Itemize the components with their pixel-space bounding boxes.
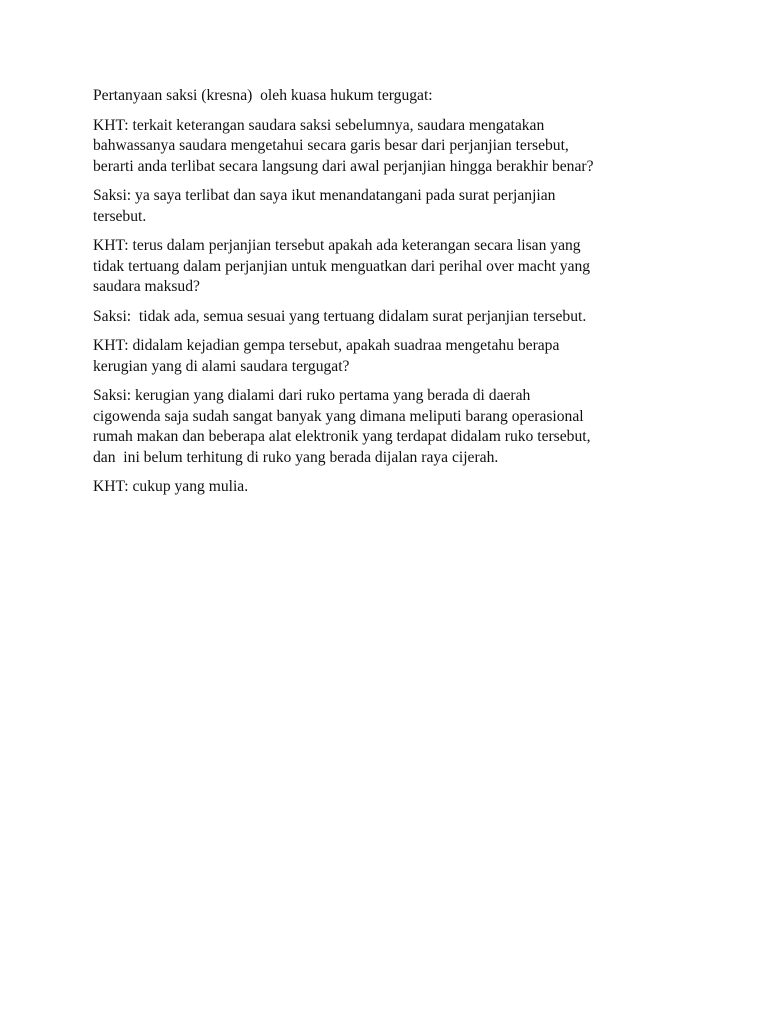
text-line: kerugian yang di alami saudara tergugat?: [93, 357, 350, 375]
text-line: Saksi: kerugian yang dialami dari ruko pertama yang berada di daerah: [93, 387, 531, 404]
text-line: KHT: terkait keterangan saudara saksi sebelumnya, saudara mengatakan: [93, 116, 545, 134]
paragraph-kht-2: [93, 236, 693, 298]
document-title: [93, 86, 693, 107]
text-line: rumah makan dan beberapa alat elektronik yang terdapat didalam ruko tersebut,: [93, 428, 591, 445]
text-line: saudara maksud?: [93, 278, 200, 295]
text-line: dan ini belum terhitung di ruko yang berada dijalan raya cijerah.: [93, 448, 499, 466]
paragraph-saksi-3: [93, 386, 693, 468]
text-line: tidak tertuang dalam perjanjian untuk menguatkan dari perihal over macht yang: [93, 257, 591, 275]
text-line: cigowenda saja sudah sangat banyak yang dimana meliputi barang operasional: [93, 407, 584, 425]
paragraph-kht-4: [93, 477, 693, 498]
text-line: Saksi: ya saya terlibat dan saya ikut menandatangani pada surat perjanjian: [93, 187, 556, 204]
text-line: bahwassanya saudara mengetahui secara garis besar dari perjanjian tersebut,: [93, 137, 569, 154]
text-line: Saksi: tidak ada, semua sesuai yang tertuang didalam surat perjanjian tersebut.: [93, 307, 587, 325]
text-line: KHT: terus dalam perjanjian tersebut apakah ada keterangan secara lisan yang: [93, 237, 581, 254]
paragraph-kht-1: [93, 116, 693, 178]
document-body: [93, 86, 693, 507]
text-line: KHT: didalam kejadian gempa tersebut, apakah suadraa mengetahu berapa: [93, 337, 560, 354]
paragraph-saksi-1: [93, 186, 693, 227]
paragraph-saksi-2: [93, 307, 693, 328]
text-line: tersebut.: [93, 207, 147, 225]
text-line: berarti anda terlibat secara langsung dari awal perjanjian hingga berakhir benar?: [93, 157, 594, 175]
paragraph-kht-3: [93, 336, 693, 377]
text-line: Pertanyaan saksi (kresna) oleh kuasa hukum tergugat:: [93, 87, 433, 104]
text-line: KHT: cukup yang mulia.: [93, 478, 249, 495]
